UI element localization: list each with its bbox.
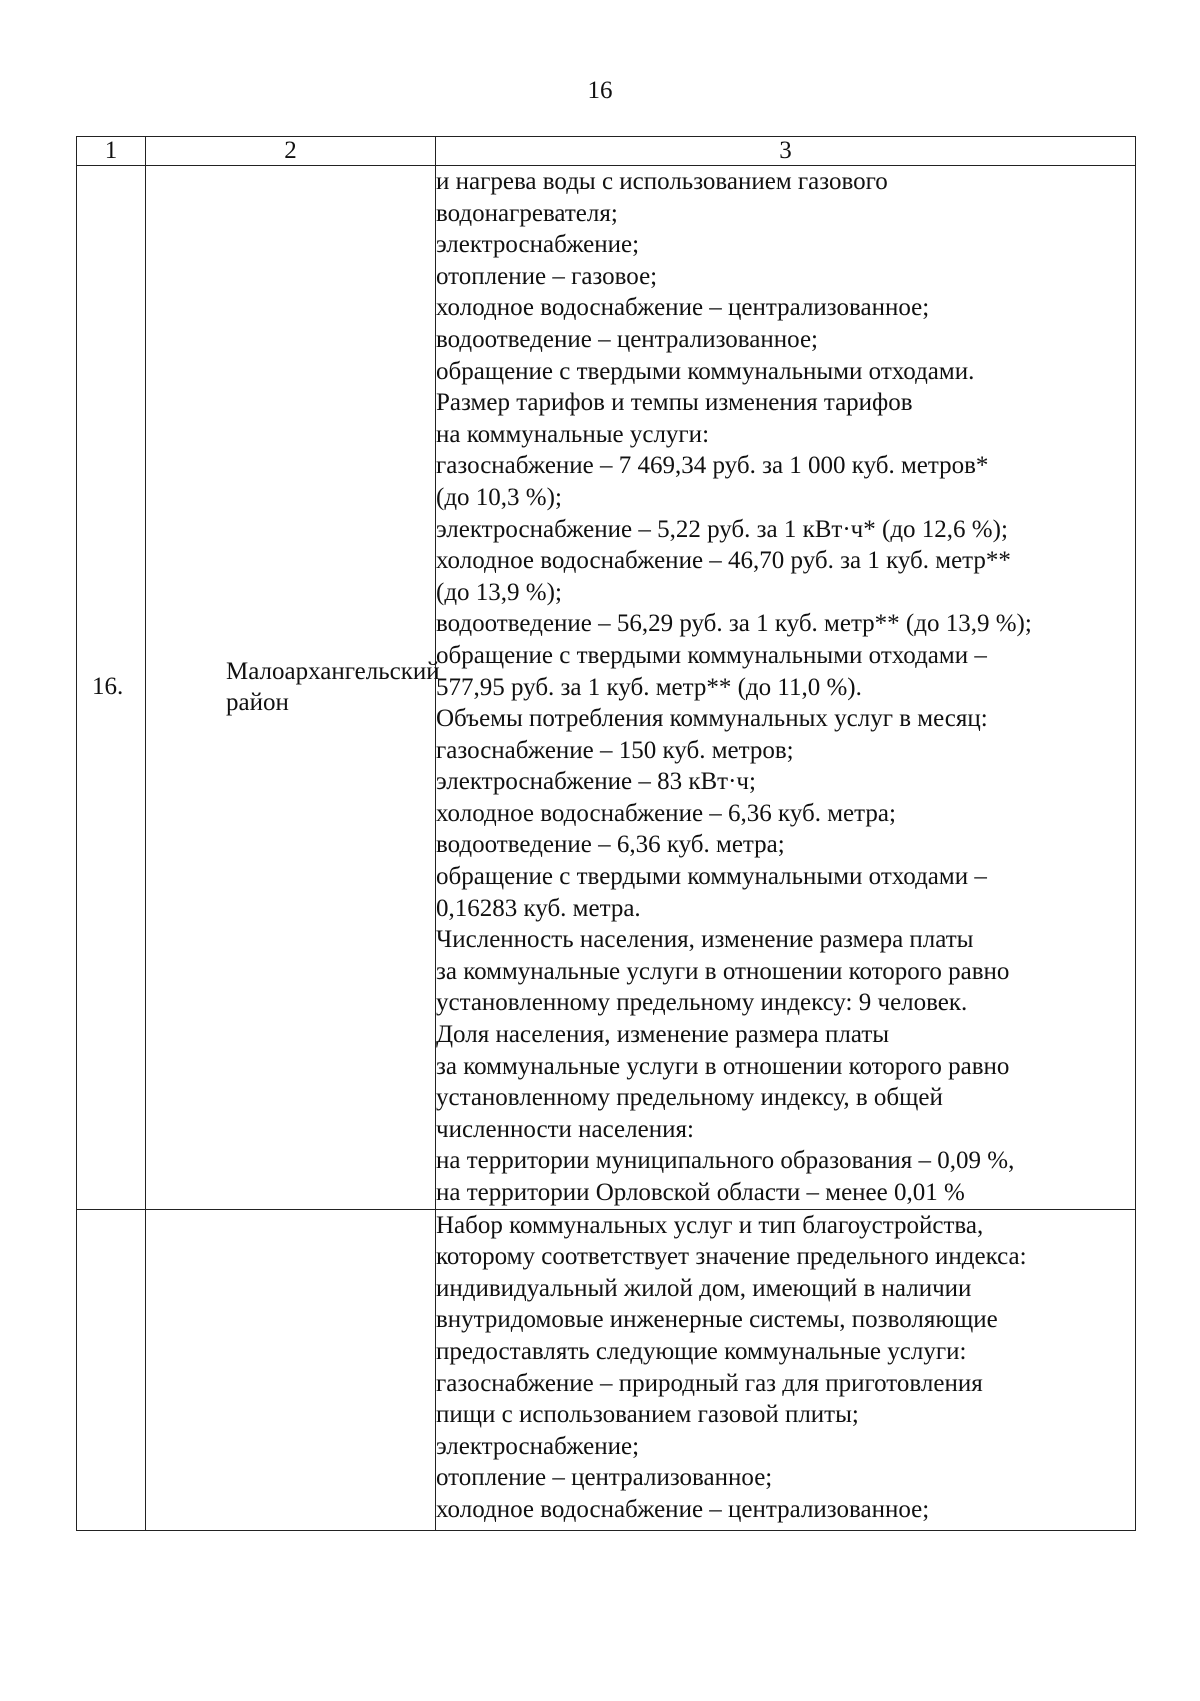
content-line: газоснабжение – 7 469,34 руб. за 1 000 куб. метров* xyxy=(436,452,989,480)
content-line: индивидуальный жилой дом, имеющий в наличии xyxy=(436,1274,972,1302)
content-line: обращение с твердыми коммунальными отходами – xyxy=(436,863,987,891)
district-line: Малоархангельский xyxy=(226,657,440,685)
content-line: электроснабжение; xyxy=(436,1432,640,1460)
content-line: холодное водоснабжение – 6,36 куб. метра; xyxy=(436,799,896,827)
content-line: водонагревателя; xyxy=(436,199,618,227)
content-line: 0,16283 куб. метра. xyxy=(436,894,641,922)
content-line: обращение с твердыми коммунальными отходами. xyxy=(436,357,975,385)
header-col-2: 2 xyxy=(146,137,436,166)
row-number xyxy=(77,1209,146,1530)
header-col-1: 1 xyxy=(77,137,146,166)
header-col-3: 3 xyxy=(436,137,1136,166)
content-line: на территории Орловской области – менее 0,01 % xyxy=(436,1179,965,1206)
content-line: пищи с использованием газовой плиты; xyxy=(436,1401,859,1429)
content-line: электроснабжение – 5,22 руб. за 1 кВт·ч* (до 12,6 %); xyxy=(436,515,1008,543)
content-line: отопление – централизованное; xyxy=(436,1464,773,1492)
content-line: которому соответствует значение предельного индекса: xyxy=(436,1243,1027,1271)
table-header-row xyxy=(77,137,1136,166)
row-content xyxy=(436,166,1136,1210)
content-line: холодное водоснабжение – централизованное; xyxy=(436,294,930,322)
content-line: отопление – газовое; xyxy=(436,262,658,290)
district-name xyxy=(146,1209,436,1530)
table-row xyxy=(77,1209,1136,1530)
content-line: водоотведение – централизованное; xyxy=(436,325,818,353)
content-line: внутридомовые инженерные системы, позволяющие xyxy=(436,1306,998,1334)
content-line: 577,95 руб. за 1 куб. метр** (до 11,0 %). xyxy=(436,673,862,701)
content-line: предоставлять следующие коммунальные услуги: xyxy=(436,1337,967,1365)
content-line: водоотведение – 56,29 руб. за 1 куб. метр** (до 13,9 %); xyxy=(436,610,1032,638)
content-line: Размер тарифов и темпы изменения тарифов xyxy=(436,389,913,417)
content-line: на коммунальные услуги: xyxy=(436,420,710,448)
content-line: газоснабжение – природный газ для приготовления xyxy=(436,1369,983,1397)
content-line: газоснабжение – 150 куб. метров; xyxy=(436,736,794,764)
tariff-table xyxy=(76,136,1136,1531)
page-number: 16 xyxy=(587,77,613,104)
content-line: холодное водоснабжение – централизованное; xyxy=(436,1495,930,1523)
row-number: 16. xyxy=(77,166,146,1210)
content-line: установленному предельному индексу: 9 человек. xyxy=(436,989,968,1017)
content-line: за коммунальные услуги в отношении которого равно xyxy=(436,957,1010,985)
content-line: за коммунальные услуги в отношении которого равно xyxy=(436,1052,1010,1080)
district-name xyxy=(146,166,440,1210)
content-line: Объемы потребления коммунальных услуг в месяц: xyxy=(436,705,988,733)
table-row xyxy=(77,166,1136,1210)
content-line: численности населения: xyxy=(436,1115,694,1143)
content-line: электроснабжение; xyxy=(436,231,640,259)
row-content xyxy=(436,1209,1136,1530)
content-line: (до 10,3 %); xyxy=(436,483,562,511)
content-line: Набор коммунальных услуг и тип благоустройства, xyxy=(436,1211,984,1239)
content-line: Численность населения, изменение размера платы xyxy=(436,926,974,954)
content-line: электроснабжение – 83 кВт·ч; xyxy=(436,768,756,796)
content-line: Доля населения, изменение размера платы xyxy=(436,1021,890,1049)
content-line: (до 13,9 %); xyxy=(436,578,562,606)
district-line: район xyxy=(226,689,289,717)
content-line: водоотведение – 6,36 куб. метра; xyxy=(436,831,785,859)
content-line: обращение с твердыми коммунальными отходами – xyxy=(436,641,987,669)
content-line: и нагрева воды с использованием газового xyxy=(436,168,888,195)
content-line: на территории муниципального образования – 0,09 %, xyxy=(436,1147,1015,1175)
content-line: холодное водоснабжение – 46,70 руб. за 1 куб. метр** xyxy=(436,547,1011,575)
content-line: установленному предельному индексу, в общей xyxy=(436,1084,943,1112)
